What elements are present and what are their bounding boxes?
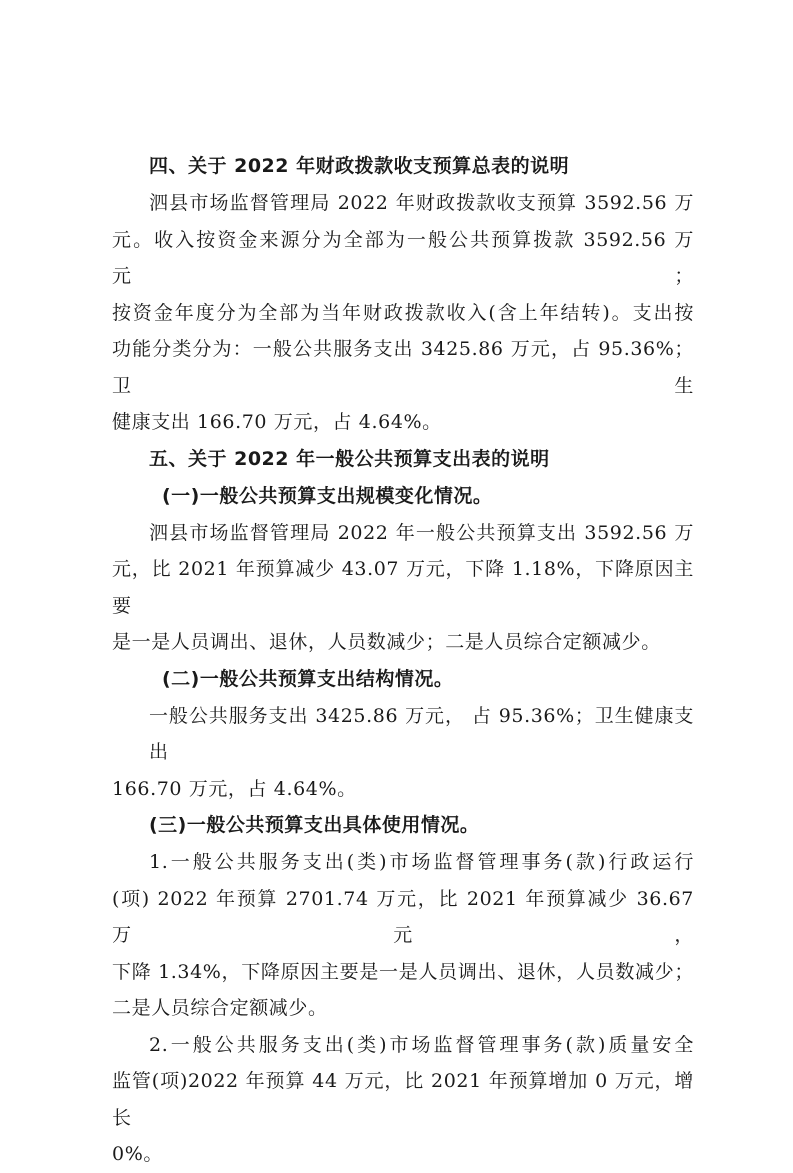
paragraph-line: 1.一般公共服务支出(类)市场监督管理事务(款)行政运行 <box>149 851 694 873</box>
section-heading-5: 五、关于 2022 年一般公共预算支出表的说明 <box>149 447 550 470</box>
paragraph-line: 2.一般公共服务支出(类)市场监督管理事务(款)质量安全 <box>149 1033 694 1056</box>
subsection-title-1: (一)一般公共预算支出规模变化情况。 <box>162 484 493 507</box>
subsection-title-3: (三)一般公共预算支出具体使用情况。 <box>149 814 480 836</box>
paragraph-line: 元，比 2021 年预算减少 43.07 万元，下降 1.18%，下降原因主要 <box>112 558 694 617</box>
paragraph-line: 泗县市场监督管理局 2022 年一般公共预算支出 3592.56 万 <box>149 521 694 544</box>
paragraph-line: 元。收入按资金来源分为全部为一般公共预算拨款 3592.56 万元； <box>112 228 694 287</box>
paragraph-line: 0%。 <box>112 1143 163 1165</box>
paragraph-line: 按资金年度分为全部为当年财政拨款收入(含上年结转)。支出按 <box>112 301 694 324</box>
subsection-1-paragraph <box>112 515 694 661</box>
item-2-paragraph <box>112 1027 694 1173</box>
paragraph-line: 下降 1.34%，下降原因主要是一是人员调出、退休，人员数减少； <box>112 960 694 983</box>
item-1-paragraph <box>112 844 694 1027</box>
subsection-title-2: (二)一般公共预算支出结构情况。 <box>162 667 454 690</box>
paragraph-line: 166.70 万元，占 4.64%。 <box>112 777 357 800</box>
paragraph-line: 健康支出 166.70 万元，占 4.64%。 <box>112 411 442 433</box>
document-page <box>112 148 694 1173</box>
section-heading-4: 四、关于 2022 年财政拨款收支预算总表的说明 <box>149 155 570 177</box>
paragraph-line: 监管(项)2022 年预算 44 万元，比 2021 年预算增加 0 万元，增长 <box>112 1070 694 1129</box>
paragraph-line: 是一是人员调出、退休，人员数减少；二是人员综合定额减少。 <box>112 631 661 653</box>
paragraph-line: 二是人员综合定额减少。 <box>112 997 328 1019</box>
section-4-paragraph <box>112 185 694 441</box>
paragraph-line: (项) 2022 年预算 2701.74 万元，比 2021 年预算减少 36.67 万元， <box>112 887 694 946</box>
subsection-2-paragraph <box>112 698 694 808</box>
paragraph-line: 泗县市场监督管理局 2022 年财政拨款收支预算 3592.56 万 <box>149 192 694 214</box>
paragraph-line: 一般公共服务支出 3425.86 万元， 占 95.36%；卫生健康支出 <box>149 704 694 763</box>
paragraph-line: 功能分类分为：一般公共服务支出 3425.86 万元，占 95.36%；卫生 <box>112 338 694 397</box>
